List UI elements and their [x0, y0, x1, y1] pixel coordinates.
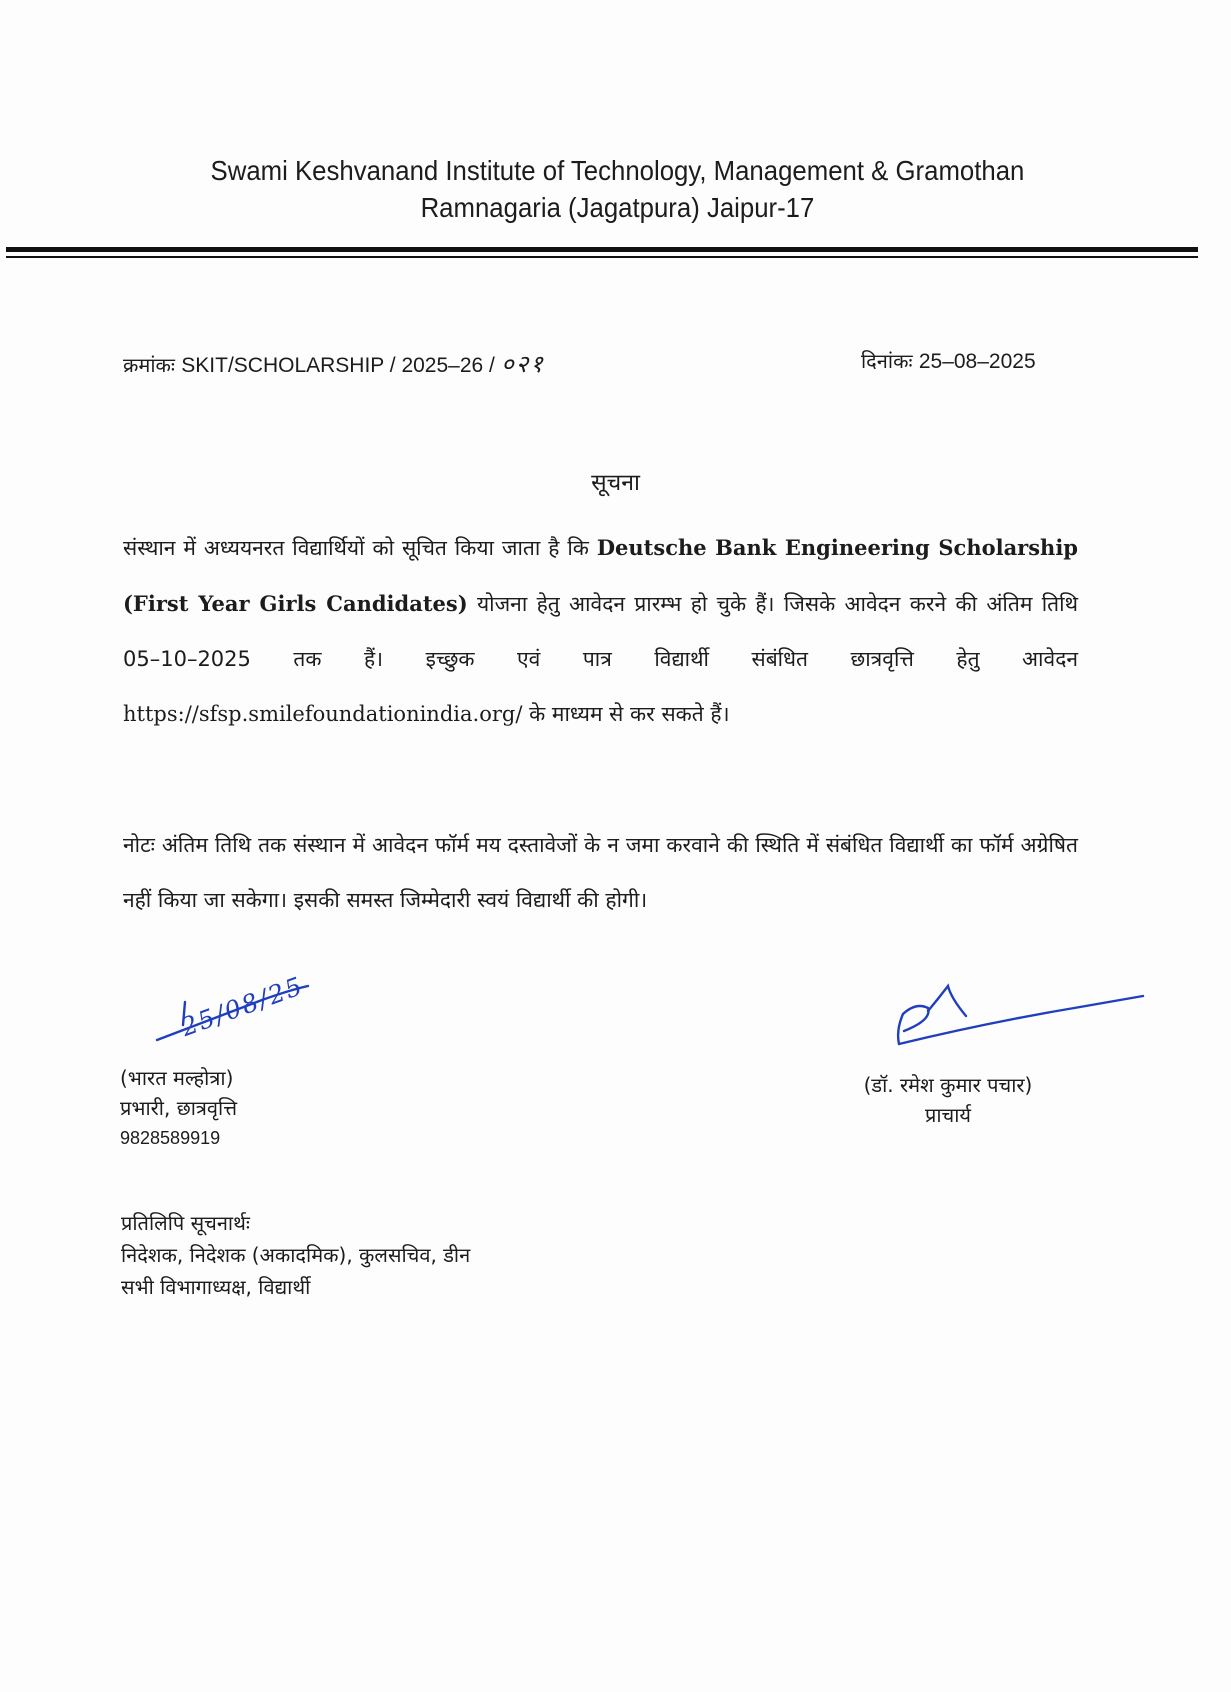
date-value: 25–08–2025 [918, 350, 1036, 373]
right-signatory-name: (डॉ. रमेश कुमार पचार) [863, 1073, 1033, 1097]
copy-to-line2: सभी विभागाध्यक्ष, विद्यार्थी [121, 1275, 311, 1299]
notice-text-deadline: योजना हेतु आवेदन प्रारम्भ हो चुके हैं। जिसके आवेदन करने की अंतिम तिथि 05–10–2025 तक हैं। इच्छुक एवं पात्र विद्यार्थी संबंधित छात्रवृत्ति हेतु आवेदन [123, 592, 1078, 671]
right-signature-graphic [898, 986, 1143, 1044]
institute-name: Swami Keshvanand Institute of Technology, Management & Gramothan [210, 155, 1025, 186]
left-signatory-designation: प्रभारी, छात्रवृत्ति [120, 1096, 238, 1120]
right-signatory [838, 1070, 1058, 1130]
left-signatory-phone: 9828589919 [120, 1128, 221, 1148]
right-signatory-designation: प्राचार्य [924, 1103, 972, 1127]
reference-number: SKIT/SCHOLARSHIP / 2025–26 / [181, 354, 495, 377]
left-signature-date: 25/08/25 [177, 970, 308, 1042]
left-signatory [120, 1063, 237, 1153]
copy-to-label: प्रतिलिपि सूचनार्थः [121, 1211, 250, 1235]
institute-address: Ramnagaria (Jagatpura) Jaipur-17 [420, 192, 815, 223]
application-url[interactable]: https://sfsp.smilefoundationindia.org/ [123, 702, 523, 726]
copy-to [121, 1207, 470, 1303]
reference-label: क्रमांकः [123, 353, 175, 377]
notice-text-intro: संस्थान में अध्ययनरत विद्यार्थियों को सूचित किया जाता है कि [123, 536, 589, 560]
date-label: दिनांकः [861, 349, 913, 373]
reference-handwritten-number: ०२१ [501, 350, 545, 378]
notice-heading: सूचना [591, 470, 640, 496]
scholarship-name: Deutsche Bank Engineering Scholarship (First Year Girls Candidates) [123, 535, 1078, 616]
left-signatory-name: (भारत मल्होत्रा) [120, 1066, 234, 1090]
copy-to-line1: निदेशक, निदेशक (अकादमिक), कुलसचिव, डीन [121, 1243, 471, 1267]
notice-note: नोटः अंतिम तिथि तक संस्थान में आवेदन फॉर्म मय दस्तावेजों के न जमा करवाने की स्थिति में संबंधित विद्यार्थी का फॉर्म अग्रेषित नहीं किया जा सकेगा। इसकी समस्त जिम्मेदारी स्वयं विद्यार्थी की होगी। [123, 833, 1078, 912]
notice-text-closing: के माध्यम से कर सकते हैं। [529, 702, 730, 726]
